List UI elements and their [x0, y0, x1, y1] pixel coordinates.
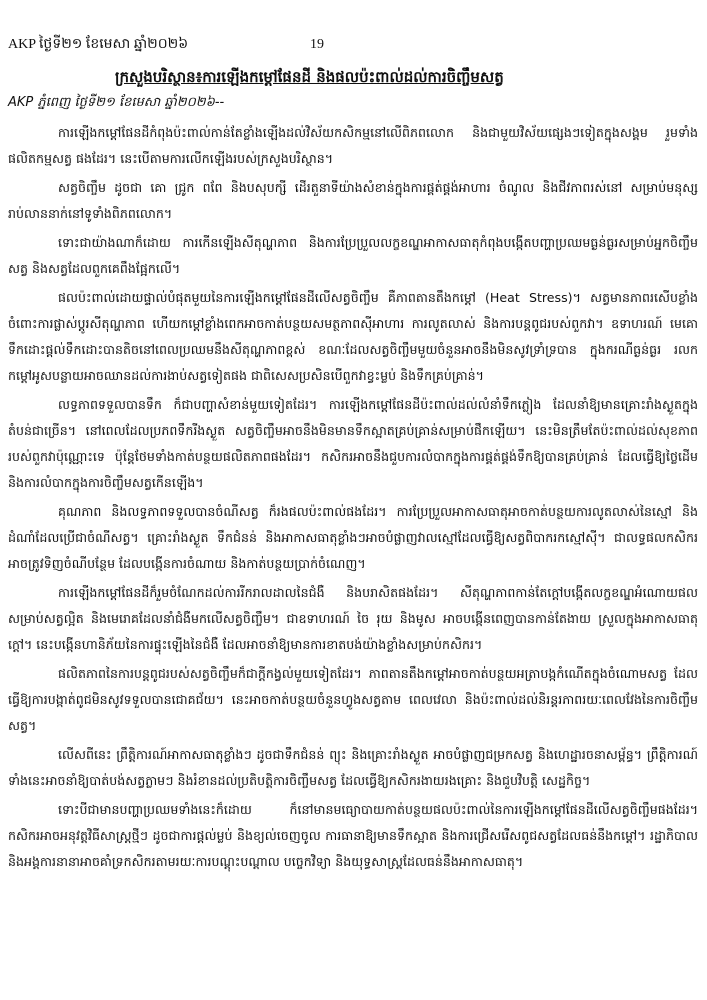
article-dateline: AKP ភ្នំពេញ ថ្ងៃទី២១ ខែមេសា ឆ្នាំ២០២៦-- [8, 95, 225, 110]
article-paragraph: លើសពីនេះ ព្រឹត្តិការណ៍អាកាសធាតុខ្លាំងៗ ដូចជាទឹកជំនន់ ព្យុះ និងគ្រោះរាំងស្ងួត អាចបំផ្លាញជម្រកសត្វ និងហេដ្ឋារចនាសម្ព័ន្ធ។ ព្រឹត្តិការណ៍ទាំងនេះអាចនាំឱ្យបាត់បង់សត្វភ្លាមៗ និងរំខានដល់ប្រតិបត្តិការចិញ្ចឹមសត្វ ដែលធ្វើឱ្យកសិករងាយរងគ្រោះ និងជួបវិបត្តិ សេដ្ឋកិច្ច។ [8, 747, 698, 788]
page-header [8, 34, 698, 56]
article-paragraph: ទោះជាយ៉ាងណាក៏ដោយ ការកើនឡើងសីតុណ្ហភាព និងការប្រែប្រួលលក្ខខណ្ឌអាកាសធាតុកំពុងបង្កើតបញ្ហាប្រឈមធ្ងន់ធ្ងរសម្រាប់អ្នកចិញ្ចឹមសត្វ និងសត្វដែលពួកគេពឹងផ្អែកលើ។ [8, 235, 698, 276]
article-paragraph: ការឡើងកម្តៅផែនដីកំពុងប៉ះពាល់កាន់តែខ្លាំងឡើងដល់វិស័យកសិកម្មនៅលើពិភពលោក និងជាមួយវិស័យផ្សេងៗទៀតក្នុងសង្គម រួមទាំងផលិតកម្មសត្វ ផងដែរ។ នេះបើតាមការលើកឡើងរបស់ក្រសួងបរិស្ថាន។ [8, 125, 698, 166]
article-paragraph: ការឡើងកម្តៅផែនដីក៏រួមចំណែកដល់ការរីករាលដាលនៃជំងឺ និងបរាសិតផងដែរ។ សីតុណ្ហភាពកាន់តែក្តៅបង្កើតលក្ខខណ្ឌអំណោយផលសម្រាប់សត្វល្អិត និងមេរោគដែលនាំជំងឺមកលើសត្វចិញ្ចឹម។ ជាឧទាហរណ៍ ចៃ រុយ និងមូស អាចបង្កើនពេញបានកាន់តែងាយ ស្រួលក្នុងអាកាសធាតុក្តៅ។ នេះបង្កើនហានិភ័យនៃការផ្ទុះឡើងនៃជំងឺ ដែលអាចនាំឱ្យមានការខាតបង់យ៉ាងខ្លាំងសម្រាប់កសិករ។ [8, 585, 698, 652]
article-title: ក្រសួងបរិស្ថាន៖ការឡើងកម្តៅផែនដី និងផលប៉ះពាល់ដល់ការចិញ្ចឹមសត្វ [115, 68, 504, 86]
article-paragraph: សត្វចិញ្ចឹម ដូចជា គោ ជ្រូក ពពែ និងបសុបក្សី ដើរតួនាទីយ៉ាងសំខាន់ក្នុងការផ្គត់ផ្គង់អាហារ ចំណូល និងជីវភាពរស់នៅ សម្រាប់មនុស្សរាប់លាននាក់នៅទូទាំងពិភពលោក។ [8, 180, 698, 221]
article-body [8, 120, 698, 995]
article-paragraph: ទោះបីជាមានបញ្ហាប្រឈមទាំងនេះក៏ដោយ ក៏នៅមានមធ្យោបាយកាត់បន្ថយផលប៉ះពាល់នៃការឡើងកម្តៅផែនដីលើសត្វចិញ្ចឹមផងដែរ។ កសិករអាចអនុវត្តវិធីសាស្ត្រថ្មីៗ ដូចជាការផ្តល់ម្លប់ និងខ្យល់ចេញចូល ការធានាឱ្យមានទឹកស្អាត និងការជ្រើសរើសពូជសត្វដែលធន់នឹងកម្តៅ។ រដ្ឋាភិបាល និងអង្គការនានាអាចគាំទ្រកសិករតាមរយៈការបណ្តុះបណ្តាល បច្ចេកវិទ្យា និងយុទ្ធសាស្ត្រដែលធន់នឹងអាកាសធាតុ។ [8, 802, 698, 869]
article-paragraph: គុណភាព និងលទ្ធភាពទទួលបានចំណីសត្វ ក៏រងផលប៉ះពាល់ផងដែរ។ ការប្រែប្រួលអាកាសធាតុអាចកាត់បន្ថយការលូតលាស់នៃស្មៅ និងដំណាំដែលប្រើជាចំណីសត្វ។ គ្រោះរាំងស្ងួត ទឹកជំនន់ និងអាកាសធាតុខ្លាំងៗអាចបំផ្លាញវាលស្មៅដែលធ្វើឱ្យសត្វពិបាករកស្មៅស៊ី។ ជាលទ្ធផលកសិករអាចត្រូវទិញចំណីបន្ថែម ដែលបង្កើនការចំណាយ និងកាត់បន្ថយប្រាក់ចំណេញ។ [8, 504, 698, 571]
article-paragraph: លទ្ធភាពទទួលបានទឹក ក៏ជាបញ្ហាសំខាន់មួយទៀតដែរ។ ការឡើងកម្តៅផែនដីប៉ះពាល់ដល់លំនាំទឹកភ្លៀង ដែលនាំឱ្យមានគ្រោះរាំងស្ងួតក្នុងតំបន់ជាច្រើន។ នៅពេលដែលប្រភពទឹករីងស្ងួត សត្វចិញ្ចឹមអាចនឹងមិនមានទឹកស្អាតគ្រប់គ្រាន់សម្រាប់ផឹកឡើយ។ នេះមិនត្រឹមតែប៉ះពាល់ដល់សុខភាពរបស់ពួកវាប៉ុណ្ណោះទេ ប៉ុន្តែថែមទាំងកាត់បន្ថយផលិតភាពផងដែរ។ កសិករអាចនឹងជួបការលំបាកក្នុងការផ្គត់ផ្គង់ទឹកឱ្យបានគ្រប់គ្រាន់ ដែលធ្វើឱ្យថ្លៃដើម និងការលំបាកក្នុងការចិញ្ចឹមសត្វកើនឡើង។ [8, 397, 698, 490]
article-paragraph: ផលប៉ះពាល់ដោយផ្ទាល់បំផុតមួយនៃការឡើងកម្តៅផែនដីលើសត្វចិញ្ចឹម គឺភាពតានតឹងកម្តៅ (Heat Stress)។ សត្វមានភាពរសើបខ្លាំងចំពោះការផ្លាស់ប្តូរសីតុណ្ហភាព ហើយកម្តៅខ្លាំងពេកអាចកាត់បន្ថយសមត្ថភាពស៊ីអាហារ ការលូតលាស់ និងការបន្តពូជរបស់ពួកវា។ ឧទាហរណ៍ មេគោទឹកដោះផ្តល់ទឹកដោះបានតិចនៅពេលប្រឈមនឹងសីតុណ្ហភាពខ្ពស់ ខណៈដែលសត្វចិញ្ចឹមមួយចំនួនអាចនឹងមិនសូវទ្រាំទ្របាន ក្នុងករណីធ្ងន់ធ្ងរ រលកកម្តៅអូសបន្លាយអាចឈានដល់ការងាប់សត្វទៀតផង ជាពិសេសប្រសិនបើពួកវាខ្វះម្លប់ និងទឹកគ្រប់គ្រាន់។ [8, 290, 698, 383]
article-paragraph: ផលិតភាពនៃការបន្តពូជរបស់សត្វចិញ្ចឹមក៏ជាក្តីកង្វល់មួយទៀតដែរ។ ភាពតានតឹងកម្តៅអាចកាត់បន្ថយអត្រាបង្កកំណើតក្នុងចំណោមសត្វ ដែលធ្វើឱ្យការបង្កាត់ពូជមិនសូវទទួលបានជោគជ័យ។ នេះអាចកាត់បន្ថយចំនួនហ្វូងសត្វតាម ពេលវេលា និងប៉ះពាល់ដល់និរន្តរភាពរយៈពេលវែងនៃការចិញ្ចឹម សត្វ។ [8, 666, 698, 733]
header-date: AKP ថ្ងៃទី២១ ខែមេសា ឆ្នាំ២០២៦ [8, 37, 189, 52]
page-number: 19 [310, 37, 324, 52]
